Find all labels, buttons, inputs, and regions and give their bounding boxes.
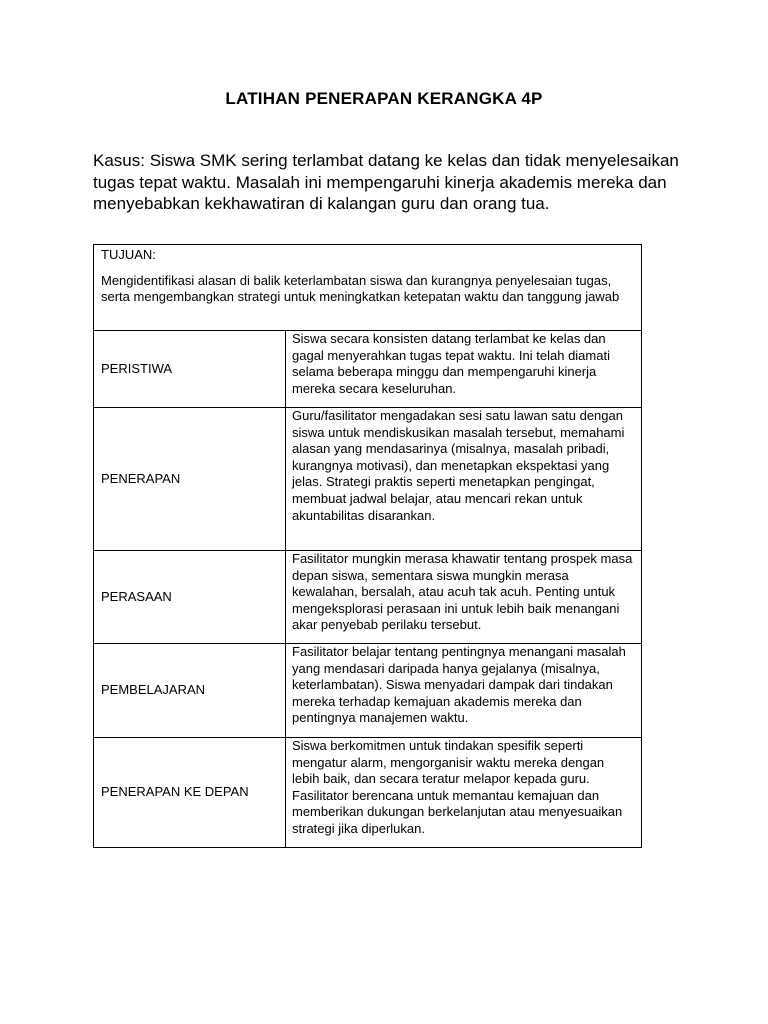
step-name: PENERAPAN xyxy=(94,408,286,551)
table-row xyxy=(94,738,642,848)
case-description: Kasus: Siswa SMK sering terlambat datang ke kelas dan tidak menyelesaikan tugas tepat waktu. Masalah ini mempengaruhi kinerja akademis mereka dan menyebabkan kekhawatiran di kalangan guru dan orang tua. xyxy=(93,151,679,213)
step-name: PERASAAN xyxy=(94,551,286,644)
step-description: Siswa berkomitmen untuk tindakan spesifik seperti mengatur alarm, mengorganisir waktu mereka dengan lebih baik, dan secara teratur melapor kepada guru. Fasilitator berencana untuk memantau kemajuan dan memberikan dukungan berkelanjutan atau menyesuaikan strategi jika diperlukan. xyxy=(286,738,642,848)
table-row xyxy=(94,331,642,408)
step-name: PEMBELAJARAN xyxy=(94,644,286,738)
step-description: Siswa secara konsisten datang terlambat ke kelas dan gagal menyerahkan tugas tepat waktu. Ini telah diamati selama beberapa minggu dan mempengaruhi kinerja mereka secara keseluruhan. xyxy=(286,331,642,408)
table-row xyxy=(94,644,642,738)
step-description: Fasilitator mungkin merasa khawatir tentang prospek masa depan siswa, sementara siswa mungkin merasa kewalahan, bersalah, atau acuh tak acuh. Penting untuk mengeksplorasi perasaan ini untuk lebih baik menangani akar penyebab perilaku tersebut. xyxy=(286,551,642,644)
goal-row xyxy=(94,245,642,331)
step-description: Guru/fasilitator mengadakan sesi satu lawan satu dengan siswa untuk mendiskusikan masalah tersebut, memahami alasan yang mendasarinya (misalnya, masalah pribadi, kurangnya motivasi), dan menetapkan ekspektasi yang jelas. Strategi praktis seperti menetapkan pengingat, membuat jadwal belajar, atau mencari rekan untuk akuntabilitas disarankan. xyxy=(286,408,642,551)
step-name: PERISTIWA xyxy=(94,331,286,408)
table-row xyxy=(94,551,642,644)
goal-text: Mengidentifikasi alasan di balik keterlambatan siswa dan kurangnya penyelesaian tugas, serta mengembangkan strategi untuk meningkatkan ketepatan waktu dan tanggung jawab xyxy=(101,272,620,305)
page-title: LATIHAN PENERAPAN KERANGKA 4P xyxy=(225,89,543,108)
table-row xyxy=(94,408,642,551)
step-description: Fasilitator belajar tentang pentingnya menangani masalah yang mendasari daripada hanya gejalanya (misalnya, keterlambatan). Siswa menyadari dampak dari tindakan mereka terhadap kemajuan akademis mereka dan pentingnya manajemen waktu. xyxy=(286,644,642,738)
goal-cell xyxy=(94,245,642,331)
goal-label: TUJUAN: xyxy=(101,247,156,262)
step-name: PENERAPAN KE DEPAN xyxy=(94,738,286,848)
framework-table xyxy=(93,244,642,848)
